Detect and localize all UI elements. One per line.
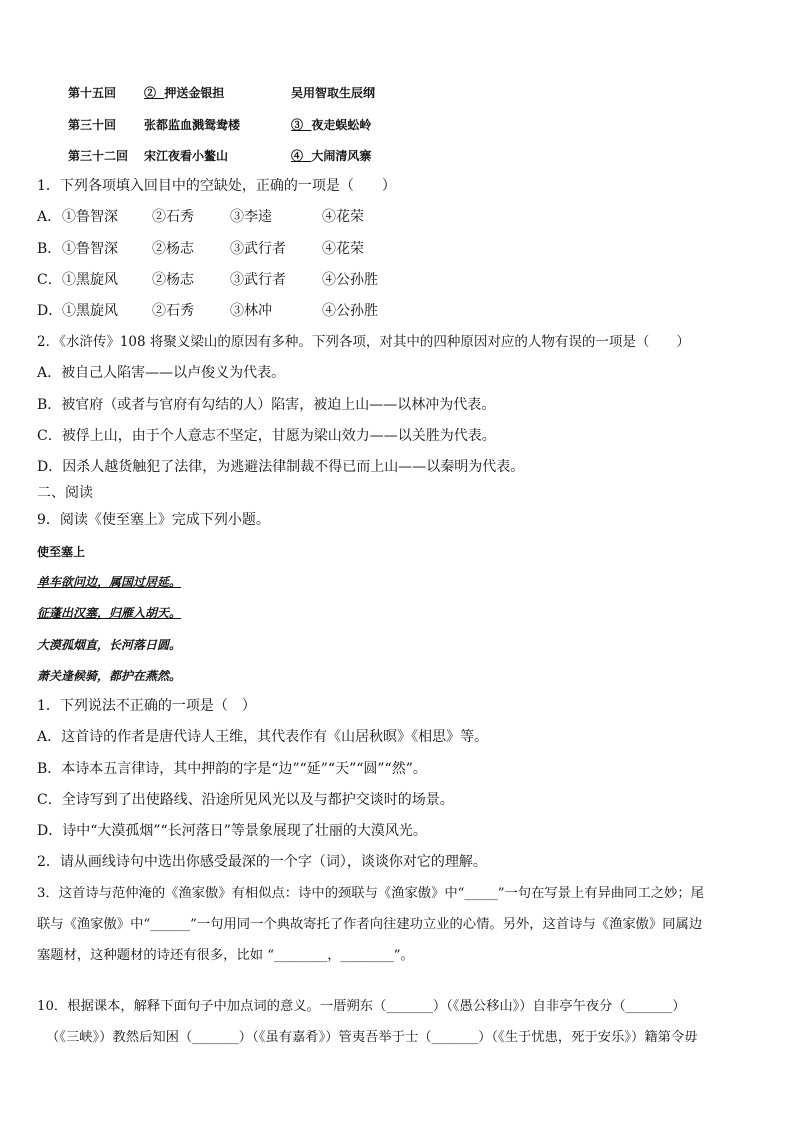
option-item: ④公孙胜 xyxy=(322,303,378,319)
poem-line: 单车欲问边，属国过居延。 xyxy=(37,575,182,589)
option-text: D．因杀人越货触犯了法律，为逃避法律制裁不得已而上山——以秦明为代表。 xyxy=(37,459,525,475)
option-text: B．本诗本五言律诗，其中押韵的字是“边”“延”“天”“圆”“然”。 xyxy=(37,761,427,777)
section-heading: 二、阅读 xyxy=(37,485,93,501)
question-stem: 2．请从画线诗句中选出你感受最深的一个字（词），谈谈你对它的理解。 xyxy=(37,854,487,870)
chapter-number: 第三十二回 xyxy=(68,149,129,163)
poem-line: 征蓬出汉塞，归雁入胡天。 xyxy=(37,606,182,620)
chapter-number: 第三十回 xyxy=(68,118,117,132)
option-text: A．这首诗的作者是唐代诗人王维，其代表作有《山居秋暝》《相思》等。 xyxy=(37,729,489,745)
chapter-number: 第十五回 xyxy=(68,86,117,100)
option-item: ①鲁智深 xyxy=(62,241,118,257)
option-item: ③武行者 xyxy=(230,272,286,288)
option-item: ④花荣 xyxy=(322,241,364,257)
option-item: ②石秀 xyxy=(152,303,194,319)
chapter-text: 夜走蜈蚣岭 xyxy=(311,118,372,132)
chapter-text: 大闹清风寨 xyxy=(311,149,372,163)
chapter-second-half: 吴用智取生辰纲 xyxy=(291,86,376,100)
option-label: A． xyxy=(37,209,62,225)
option-item: ②杨志 xyxy=(152,241,194,257)
chapter-first-half: 张都监血溅鸳鸯楼 xyxy=(144,118,241,132)
option-item: ①黑旋风 xyxy=(62,303,118,319)
option-text: C．被俘上山，由于个人意志不坚定，甘愿为梁山效力——以关胜为代表。 xyxy=(37,428,496,444)
option-text: A．被自己人陷害——以卢俊义为代表。 xyxy=(37,365,286,381)
option-item: ②石秀 xyxy=(152,209,194,225)
question-stem: 9．阅读《使至塞上》完成下列小题。 xyxy=(37,512,270,528)
question-text: 联与《渔家傲》中“______”一句用同一个典故寄托了作者向往建功立业的心情。另外，这首诗与《渔家傲》同属边 xyxy=(37,917,703,932)
chapter-first-half xyxy=(144,84,224,101)
option-text: D．诗中“大漠孤烟”“长河落日”等景象展现了壮丽的大漠风光。 xyxy=(37,823,427,839)
question-stem: 10．根据课本，解释下面句子中加点词的意义。一厝朔东（_______）（《愚公移山》）自非亭午夜分（_______） xyxy=(37,999,686,1014)
question-stem: 1．下列各项填入回目中的空缺处，正确的一项是（ ） xyxy=(37,178,396,194)
chapter-first-half: 宋江夜看小鳌山 xyxy=(144,149,229,163)
poem-title: 使至塞上 xyxy=(37,545,86,559)
option-item: ①鲁智深 xyxy=(62,209,118,225)
option-item: ④公孙胜 xyxy=(322,272,378,288)
blank-number: ② xyxy=(144,86,157,100)
option-label: B． xyxy=(37,241,62,257)
question-text: 塞题材，这种题材的诗还有很多，比如 “________，________”。 xyxy=(37,948,414,963)
chapter-text: 押送金银担 xyxy=(164,86,225,100)
question-stem: 1．下列说法不正确的一项是（ ） xyxy=(37,698,256,714)
poem-line: 大漠孤烟直，长河落日圆。 xyxy=(37,638,182,652)
poem-line: 萧关逢候骑，都护在燕然。 xyxy=(37,669,182,683)
blank-number: ③ xyxy=(291,118,304,132)
option-item: ③林冲 xyxy=(230,303,272,319)
option-text: B．被官府（或者与官府有勾结的人）陷害，被迫上山——以林冲为代表。 xyxy=(37,397,496,413)
blank-number: ④ xyxy=(291,149,304,163)
question-stem: 3．这首诗与范仲淹的《渔家傲》有相似点：诗中的颈联与《渔家傲》中“_____”一句在写景上有异曲同工之妙；尾 xyxy=(37,886,704,901)
question-stem: 2．《水浒传》108 将聚义梁山的原因有多种。下列各项，对其中的四种原因对应的人物有误的一项是（ ） xyxy=(37,334,690,350)
option-item: ②杨志 xyxy=(152,272,194,288)
option-item: ④花荣 xyxy=(322,209,364,225)
option-text: C．全诗写到了出使路线、沿途所见风光以及与都护交谈时的场景。 xyxy=(37,792,454,808)
option-label: D． xyxy=(37,303,63,319)
option-item: ①黑旋风 xyxy=(62,272,118,288)
option-item: ③武行者 xyxy=(230,241,286,257)
option-label: C． xyxy=(37,272,62,288)
chapter-second-half xyxy=(291,116,371,133)
question-text: （《三峡》）教然后知困（_______）（《虽有嘉肴》）管夷吾举于士（_______）（《生于忧患，死于安乐》）籍第令毋 xyxy=(46,1030,698,1045)
chapter-second-half xyxy=(291,147,371,164)
option-item: ③李逵 xyxy=(230,209,272,225)
